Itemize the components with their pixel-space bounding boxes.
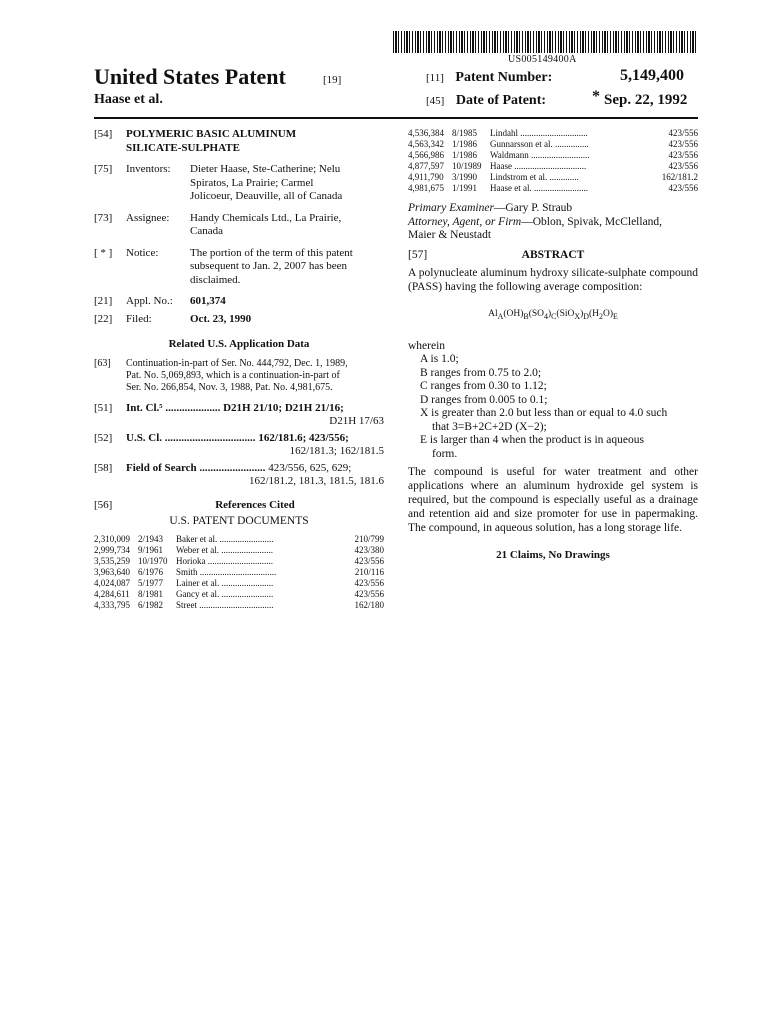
- reference-number: 3,535,259: [94, 555, 130, 566]
- inventors-field: [75] Inventors: Dieter Haase, Ste-Catherine; Nelu Spiratos, La Prairie; Carmel Jolicoeur, Deauville, all of Canada: [94, 163, 343, 202]
- reference-name: Baker et al. ........................: [176, 533, 274, 544]
- reference-date: 1/1986: [452, 150, 478, 160]
- reference-date: 5/1977: [138, 577, 164, 588]
- patent-number-label: Patent Number:: [455, 70, 553, 85]
- reference-name: Haase ................................: [490, 161, 587, 171]
- reference-class: 423/380: [354, 544, 384, 555]
- reference-name: Smith ..................................: [176, 566, 277, 577]
- reference-number: 4,981,675: [408, 183, 444, 193]
- header-rule: [94, 117, 698, 119]
- condition-x-cont: that 3=B+2C+2D (X−2);: [432, 420, 547, 433]
- wherein-label: wherein: [408, 340, 446, 353]
- date-row: [426, 93, 546, 109]
- assignee-field: [73] Assignee: Handy Chemicals Ltd., La Prairie, Canada: [94, 211, 342, 237]
- examiner-block: [408, 202, 698, 243]
- document-title: United States Patent: [94, 64, 286, 89]
- barcode-number: US005149400A: [508, 54, 577, 65]
- appl-no-field: [21] Appl. No.: 601,374: [94, 295, 226, 307]
- abstract-heading: ABSTRACT: [521, 248, 585, 261]
- condition-e: E is larger than 4 when the product is in aqueous: [420, 434, 644, 447]
- reference-number: 4,333,795: [94, 599, 130, 610]
- reference-class: 423/556: [354, 555, 384, 566]
- reference-row: [94, 534, 384, 545]
- title-field: [54] POLYMERIC BASIC ALUMINUM SILICATE-SULPHATE: [94, 128, 297, 154]
- reference-number: 4,877,597: [408, 161, 444, 171]
- date-label: Date of Patent:: [455, 93, 547, 108]
- reference-row: [408, 128, 698, 139]
- barcode: [393, 31, 696, 53]
- reference-class: 162/181.2: [661, 172, 698, 182]
- reference-date: 3/1990: [452, 172, 478, 182]
- left-references-list: [94, 534, 384, 611]
- reference-number: 2,310,009: [94, 533, 130, 544]
- reference-row: [94, 545, 384, 556]
- reference-class: 210/799: [354, 533, 384, 544]
- reference-date: 9/1961: [138, 544, 164, 555]
- reference-class: 423/556: [354, 588, 384, 599]
- field-of-search: [58] Field of Search ........................ 423/556, 625, 629; 162/181.2, 181.3, 181.5, 181.6: [94, 461, 384, 487]
- reference-class: 423/556: [668, 161, 698, 171]
- condition-b: B ranges from 0.75 to 2.0;: [420, 366, 542, 379]
- notice-field: [ * ] Notice: The portion of the term of this patent subsequent to Jan. 2, 2007 has been disclaimed.: [94, 246, 353, 286]
- reference-date: 1/1986: [452, 139, 478, 149]
- us-patent-documents-heading: U.S. PATENT DOCUMENTS: [169, 515, 309, 527]
- reference-class: 423/556: [668, 139, 698, 149]
- patent-number: 5,149,400: [620, 67, 684, 84]
- reference-number: 4,563,342: [408, 139, 444, 149]
- reference-class: 210/116: [354, 566, 384, 577]
- conditions-list: [408, 353, 698, 461]
- us-cl-field: [52] U.S. Cl. ................................. 162/181.6; 423/556; 162/181.3; 162/181.5: [94, 431, 384, 457]
- date-marker: *: [592, 88, 600, 105]
- reference-name: Lainer et al. .......................: [176, 577, 274, 588]
- reference-name: Waldmann ..........................: [490, 150, 590, 160]
- abstract-heading-row: [408, 249, 698, 263]
- reference-number: 4,536,384: [408, 128, 444, 138]
- date-of-patent: Sep. 22, 1992: [604, 92, 688, 108]
- reference-row: [94, 578, 384, 589]
- reference-row: [94, 589, 384, 600]
- reference-row: [94, 600, 384, 611]
- reference-row: [408, 150, 698, 161]
- patent-number-row: [426, 70, 552, 86]
- reference-name: Horioka .............................: [176, 555, 273, 566]
- reference-name: Gunnarsson et al. ...............: [490, 139, 589, 149]
- condition-c: C ranges from 0.30 to 1.12;: [420, 380, 547, 393]
- reference-class: 423/556: [668, 128, 698, 138]
- patent-number-code: [11]: [426, 72, 444, 84]
- reference-date: 6/1982: [138, 599, 164, 610]
- reference-date: 1/1991: [452, 183, 478, 193]
- invention-title-1: POLYMERIC BASIC ALUMINUM: [126, 128, 297, 140]
- examiner-label: Primary Examiner: [408, 202, 494, 214]
- reference-number: 3,963,640: [94, 566, 130, 577]
- examiner-value: —Gary P. Straub: [493, 202, 573, 214]
- reference-class: 162/180: [354, 599, 384, 610]
- right-references-list: [408, 128, 698, 194]
- reference-row: [94, 567, 384, 578]
- reference-name: Lindstrom et al. .............: [490, 172, 579, 182]
- reference-class: 423/556: [668, 183, 698, 193]
- condition-x: X is greater than 2.0 but less than or equal to 4.0 such: [420, 407, 668, 420]
- reference-date: 10/1970: [138, 555, 168, 566]
- reference-date: 8/1985: [452, 128, 478, 138]
- reference-row: [408, 172, 698, 183]
- reference-name: Lindahl ..............................: [490, 128, 588, 138]
- reference-date: 10/1989: [452, 161, 482, 171]
- attorney-value: —Oblon, Spivak, McClelland,: [521, 215, 663, 228]
- reference-name: Haase et al. ........................: [490, 183, 588, 193]
- reference-number: 4,024,087: [94, 577, 130, 588]
- condition-d: D ranges from 0.005 to 0.1;: [420, 393, 548, 406]
- reference-row: [94, 556, 384, 567]
- reference-number: 4,566,986: [408, 150, 444, 160]
- date-code: [45]: [426, 95, 445, 107]
- reference-date: 8/1981: [138, 588, 164, 599]
- invention-title-2: SILICATE-SULPHATE: [126, 141, 240, 154]
- reference-row: [408, 183, 698, 194]
- abstract-code: [57]: [408, 248, 428, 261]
- abstract-paragraph-2: The compound is useful for water treatment and other applications where an aluminum hydroxide gel system is required, but the compound is especially useful as a drainage and retention aid and size promoter for use in papermaking. The compound, in aqueous solution, has a long storage life.: [408, 466, 698, 535]
- condition-e-cont: form.: [432, 447, 458, 460]
- reference-number: 4,911,790: [408, 172, 444, 182]
- int-cl-field: [51] Int. Cl.⁵ .................... D21H 21/10; D21H 21/16; D21H 17/63: [94, 401, 384, 427]
- left-column: [94, 128, 384, 611]
- reference-date: 2/1943: [138, 533, 164, 544]
- abstract-paragraph-1: A polynucleate aluminum hydroxy silicate-sulphate compound (PASS) having the following average composition:: [408, 267, 698, 293]
- title-code: [19]: [323, 74, 342, 86]
- reference-number: 4,284,611: [94, 588, 130, 599]
- right-column: [408, 128, 698, 563]
- references-heading: References Cited: [215, 498, 295, 511]
- continuation-field: [63] Continuation-in-part of Ser. No. 444,792, Dec. 1, 1989, Pat. No. 5,069,893, which is a continuation-in-part of Ser. No. 266,854, Nov. 3, 1988, Pat. No. 4,981,675.: [94, 357, 348, 393]
- reference-class: 423/556: [668, 150, 698, 160]
- attorney-line2: Maier & Neustadt: [408, 229, 492, 241]
- filed-field: [22] Filed: Oct. 23, 1990: [94, 312, 252, 325]
- chemical-formula: $Al_A(OH)_B(SO_4)_C(SiO_X)_D(H_2O)_E$: [488, 309, 618, 321]
- inventor-short: Haase et al.: [94, 92, 163, 107]
- reference-name: Street .................................: [176, 599, 274, 610]
- reference-number: 2,999,734: [94, 544, 130, 555]
- reference-name: Weber et al. .......................: [176, 544, 274, 555]
- condition-a: A is 1.0;: [420, 353, 459, 366]
- reference-name: Gancy et al. .......................: [176, 588, 274, 599]
- reference-row: [408, 139, 698, 150]
- related-heading: Related U.S. Application Data: [168, 338, 310, 350]
- reference-row: [408, 161, 698, 172]
- reference-date: 6/1976: [138, 566, 164, 577]
- attorney-label: Attorney, Agent, or Firm: [408, 215, 522, 228]
- references-heading-row: [56] References Cited: [94, 499, 384, 513]
- claims-summary: 21 Claims, No Drawings: [496, 549, 610, 562]
- reference-class: 423/556: [354, 577, 384, 588]
